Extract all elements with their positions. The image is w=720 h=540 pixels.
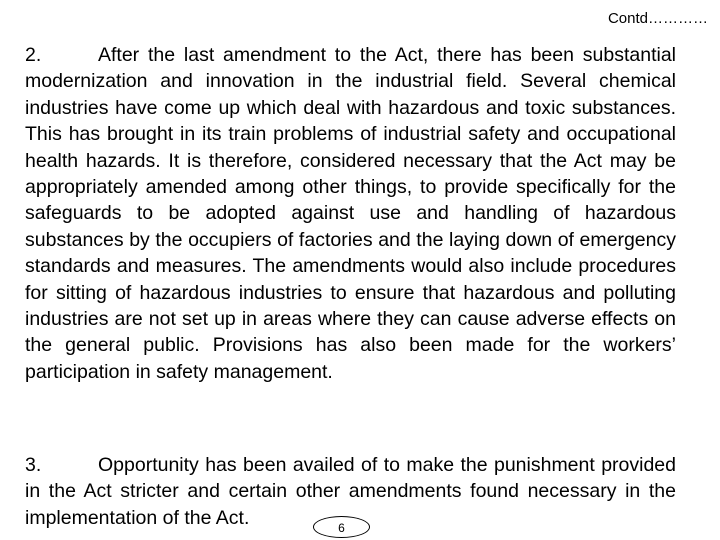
contd-header: Contd………… bbox=[607, 10, 708, 27]
paragraph-text: Opportunity has been availed of to make the punishment provided in the Act stricter and certain other amendments found necessary in the implementation of the Act. bbox=[25, 454, 676, 529]
paragraph-2 bbox=[25, 42, 676, 385]
page-number: 6 bbox=[313, 516, 370, 538]
paragraph-number: 2. bbox=[25, 44, 42, 66]
paragraph-number: 3. bbox=[25, 454, 42, 476]
paragraph-text: After the last amendment to the Act, there has been substantial modernization and innovation in the industrial field. Several chemical industries have come up which deal with hazardous and toxic substances. This has brought in its train problems of industrial safety and occupational health hazards. It is therefore, considered necessary that the Act may be appropriately amended among other things, to provide specifically for the safeguards to be adopted against use and handling of hazardous substances by the occupiers of factories and the laying down of emergency standards and measures. The amendments would also include procedures for sitting of hazardous industries to ensure that hazardous and polluting industries are not set up in areas where they can cause adverse effects on the general public. Provisions has also been made for the workers’ participation in safety management. bbox=[25, 44, 676, 383]
